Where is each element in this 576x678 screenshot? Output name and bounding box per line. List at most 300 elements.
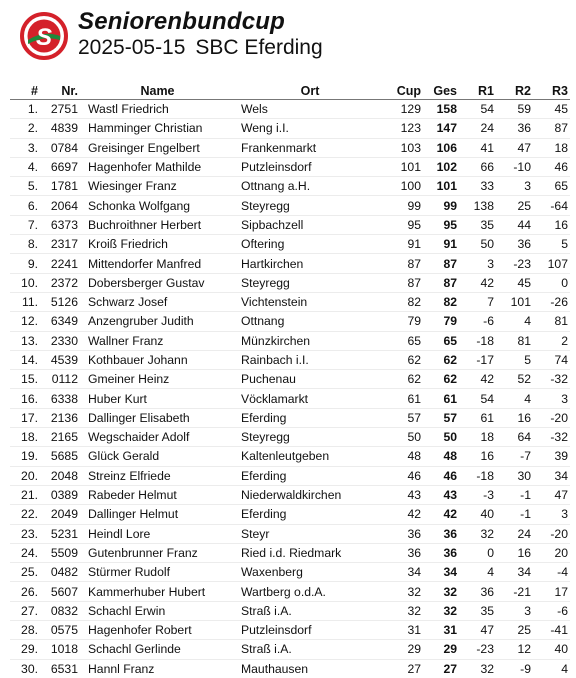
cell-nr: 6338 (40, 389, 80, 408)
cell-nr: 2317 (40, 235, 80, 254)
cell-r2: -7 (496, 447, 533, 466)
table-row (10, 428, 570, 447)
cell-r1: 32 (480, 661, 494, 676)
column-header-cup: Cup (385, 82, 423, 100)
header (0, 0, 576, 78)
cell-cup: 99 (385, 196, 423, 215)
cell-r1: 66 (459, 157, 496, 176)
cell-r1: 61 (459, 408, 496, 427)
cell-rank: 11. (10, 292, 40, 311)
table-row (10, 524, 570, 543)
cell-r1: 4 (459, 563, 496, 582)
cell-ges: 31 (423, 621, 459, 640)
cell-name: Hannl Franz (88, 661, 155, 676)
cell-ges: 95 (423, 215, 459, 234)
cell-name: Gmeiner Heinz (80, 370, 235, 389)
cell-r2: 36 (496, 119, 533, 138)
cell-name: Wallner Franz (80, 331, 235, 350)
cell-cup: 87 (385, 254, 423, 273)
cell-r1: 35 (459, 215, 496, 234)
cell-nr: 1781 (40, 177, 80, 196)
cell-cup: 62 (385, 370, 423, 389)
cell-r2: 25 (496, 196, 533, 215)
cell-nr: 2165 (40, 428, 80, 447)
cell-nr: 0575 (40, 621, 80, 640)
table-row (10, 100, 570, 119)
table-row (10, 601, 570, 620)
table-row (10, 235, 570, 254)
cell-name: Stürmer Rudolf (80, 563, 235, 582)
cell-r3: 45 (533, 100, 570, 119)
cell-cup: 34 (385, 563, 423, 582)
table-row (10, 370, 570, 389)
cell-name: Huber Kurt (80, 389, 235, 408)
cell-rank: 15. (10, 370, 40, 389)
cell-cup: 87 (385, 273, 423, 292)
table-row (10, 659, 570, 678)
cell-rank: 23. (10, 524, 40, 543)
cell-r3: 2 (533, 331, 570, 350)
cell-ges: 158 (423, 100, 459, 119)
cell-r1: -3 (459, 485, 496, 504)
cell-nr: 6349 (40, 312, 80, 331)
cell-cup: 57 (385, 408, 423, 427)
cell-r3: 18 (533, 138, 570, 157)
cell-r3: 17 (533, 582, 570, 601)
cell-r1: 7 (459, 292, 496, 311)
cell-ges: 106 (423, 138, 459, 157)
column-header-r3: R3 (533, 82, 570, 100)
cell-ges: 50 (423, 428, 459, 447)
cell-r3: 40 (533, 640, 570, 659)
cell-name: Schwarz Josef (80, 292, 235, 311)
cell-ort: Puchenau (235, 370, 385, 389)
cell-r2: -23 (496, 254, 533, 273)
cell-r1: 35 (459, 601, 496, 620)
cell-r2: 3 (496, 177, 533, 196)
cell-rank: 13. (10, 331, 40, 350)
cell-ges: 82 (423, 292, 459, 311)
cell-ort: Vichtenstein (235, 292, 385, 311)
table-row (10, 196, 570, 215)
cell-ges: 46 (423, 466, 459, 485)
cell-cup: 48 (385, 447, 423, 466)
cell-name: Dallinger Elisabeth (80, 408, 235, 427)
cell-ort: Putzleinsdorf (235, 621, 385, 640)
table-row (10, 621, 570, 640)
cell-ges: 42 (423, 505, 459, 524)
cell-r3: -32 (533, 370, 570, 389)
cell-rank: 8. (10, 235, 40, 254)
cell-cup: 62 (385, 350, 423, 369)
event-venue: SBC Eferding (195, 36, 323, 59)
cell-r2: -10 (496, 157, 533, 176)
table-header-row (10, 82, 570, 100)
cell-r1: 41 (459, 138, 496, 157)
cell-rank: 19. (10, 447, 40, 466)
cell-r2: 36 (496, 235, 533, 254)
cell-r1: 50 (459, 235, 496, 254)
cell-nr: 2064 (40, 196, 80, 215)
cell-ges: 102 (423, 157, 459, 176)
cell-r2: -1 (496, 505, 533, 524)
cell-ort: Wels (235, 100, 385, 119)
cell-cup: 82 (385, 292, 423, 311)
cell-r3: 0 (533, 273, 570, 292)
cell-name: Buchroithner Herbert (80, 215, 235, 234)
cell-ort: Steyregg (235, 196, 385, 215)
cell-r2: 47 (496, 138, 533, 157)
cell-nr: 6531 (50, 661, 78, 676)
cell-rank: 6. (10, 196, 40, 215)
cell-cup: 31 (385, 621, 423, 640)
cell-name: Anzengruber Judith (80, 312, 235, 331)
cell-r1: -17 (459, 350, 496, 369)
cell-rank: 9. (10, 254, 40, 273)
table-row (10, 157, 570, 176)
cell-name: Rabeder Helmut (80, 485, 235, 504)
cell-rank: 1. (10, 100, 40, 119)
table-row (10, 408, 570, 427)
cell-cup: 32 (385, 601, 423, 620)
cell-nr: 5231 (40, 524, 80, 543)
cell-r2: -9 (520, 661, 531, 676)
cell-ort: Vöcklamarkt (235, 389, 385, 408)
cell-nr: 0389 (40, 485, 80, 504)
cell-rank: 24. (10, 543, 40, 562)
cell-cup: 95 (385, 215, 423, 234)
table-row (10, 119, 570, 138)
cell-name: Mittendorfer Manfred (80, 254, 235, 273)
cell-rank: 22. (10, 505, 40, 524)
cell-cup: 129 (385, 100, 423, 119)
cell-rank: 20. (10, 466, 40, 485)
cell-ort: Ottnang a.H. (235, 177, 385, 196)
cell-r3: 5 (533, 235, 570, 254)
column-header-name: Name (80, 82, 235, 100)
cell-cup: 42 (385, 505, 423, 524)
cell-name: Wegschaider Adolf (80, 428, 235, 447)
cell-nr: 0482 (40, 563, 80, 582)
cell-rank: 28. (10, 621, 40, 640)
cell-r1: 47 (459, 621, 496, 640)
cell-nr: 2372 (40, 273, 80, 292)
cell-nr: 1018 (40, 640, 80, 659)
cell-ges: 87 (423, 254, 459, 273)
logo-letter: S (35, 24, 53, 51)
cell-rank: 14. (10, 350, 40, 369)
cell-rank: 16. (10, 389, 40, 408)
cell-ges: 57 (423, 408, 459, 427)
cell-ges: 29 (423, 640, 459, 659)
cell-cup: 61 (385, 389, 423, 408)
cell-name: Hagenhofer Mathilde (80, 157, 235, 176)
cell-ges: 87 (423, 273, 459, 292)
cell-ort: Steyregg (235, 428, 385, 447)
table-row (10, 447, 570, 466)
cell-name: Dobersberger Gustav (80, 273, 235, 292)
cell-ges: 147 (423, 119, 459, 138)
cell-name: Hamminger Christian (80, 119, 235, 138)
table-row (10, 292, 570, 311)
cell-r3: -6 (533, 601, 570, 620)
cell-ort: Steyr (235, 524, 385, 543)
cell-cup: 91 (385, 235, 423, 254)
cell-r3: 81 (533, 312, 570, 331)
event-date: 2025-05-15 (78, 36, 186, 59)
cell-r2: -1 (496, 485, 533, 504)
column-header-ges: Ges (423, 82, 459, 100)
table-row (10, 640, 570, 659)
cell-nr: 2330 (40, 331, 80, 350)
cell-name: Heindl Lore (80, 524, 235, 543)
cell-name: Kroiß Friedrich (80, 235, 235, 254)
cell-nr: 2136 (40, 408, 80, 427)
cell-nr: 4539 (40, 350, 80, 369)
table-row (10, 582, 570, 601)
cell-r2: 45 (496, 273, 533, 292)
cell-r2: -21 (496, 582, 533, 601)
cell-ort: Putzleinsdorf (235, 157, 385, 176)
cell-r3: 34 (533, 466, 570, 485)
cell-r2: 64 (496, 428, 533, 447)
cell-r2: 4 (496, 389, 533, 408)
cell-ges: 99 (423, 196, 459, 215)
cell-ort: Eferding (235, 505, 385, 524)
cell-r2: 5 (496, 350, 533, 369)
cell-name: Wiesinger Franz (80, 177, 235, 196)
cell-ort: Rainbach i.I. (235, 350, 385, 369)
cell-ort: Frankenmarkt (235, 138, 385, 157)
cell-rank: 2. (10, 119, 40, 138)
column-header-r1: R1 (459, 82, 496, 100)
cell-ges: 62 (423, 350, 459, 369)
cell-ges: 34 (423, 563, 459, 582)
cell-r2: 34 (496, 563, 533, 582)
cell-cup: 36 (385, 543, 423, 562)
cell-ges: 32 (423, 582, 459, 601)
cell-nr: 6697 (40, 157, 80, 176)
cell-ges: 62 (423, 370, 459, 389)
cell-r1: 40 (459, 505, 496, 524)
cell-rank: 30. (21, 661, 38, 676)
cell-rank: 3. (10, 138, 40, 157)
cell-r2: 16 (496, 408, 533, 427)
cell-nr: 2241 (40, 254, 80, 273)
cell-r3: -4 (533, 563, 570, 582)
cell-name: Streinz Elfriede (80, 466, 235, 485)
cell-r2: 4 (496, 312, 533, 331)
cell-ort: Hartkirchen (235, 254, 385, 273)
cell-nr: 0784 (40, 138, 80, 157)
cell-r2: 30 (496, 466, 533, 485)
table-row (10, 331, 570, 350)
cell-r3: 16 (533, 215, 570, 234)
cell-ort: Steyregg (235, 273, 385, 292)
cell-cup: 100 (385, 177, 423, 196)
table-row (10, 466, 570, 485)
cell-r3: 74 (533, 350, 570, 369)
cell-ges: 61 (423, 389, 459, 408)
cell-rank: 5. (10, 177, 40, 196)
cell-ort: Ried i.d. Riedmark (235, 543, 385, 562)
cell-rank: 27. (10, 601, 40, 620)
cell-r1: 3 (459, 254, 496, 273)
cell-r3: 3 (533, 505, 570, 524)
cell-nr: 0832 (40, 601, 80, 620)
cell-nr: 2048 (40, 466, 80, 485)
cell-r1: 0 (459, 543, 496, 562)
cell-name: Schonka Wolfgang (80, 196, 235, 215)
cell-r2: 81 (496, 331, 533, 350)
cell-ges: 27 (443, 661, 457, 676)
cell-r2: 44 (496, 215, 533, 234)
cell-ort: Ottnang (235, 312, 385, 331)
cell-nr: 6373 (40, 215, 80, 234)
table-row (10, 389, 570, 408)
cell-nr: 5685 (40, 447, 80, 466)
cell-rank: 26. (10, 582, 40, 601)
cell-rank: 7. (10, 215, 40, 234)
cell-cup: 36 (385, 524, 423, 543)
cell-r2: 12 (496, 640, 533, 659)
column-header-r2: R2 (496, 82, 533, 100)
cell-cup: 43 (385, 485, 423, 504)
cell-cup: 32 (385, 582, 423, 601)
cell-cup: 29 (385, 640, 423, 659)
cell-r3: 4 (561, 661, 568, 676)
cell-name: Dallinger Helmut (80, 505, 235, 524)
cell-r3: -20 (533, 524, 570, 543)
cell-rank: 18. (10, 428, 40, 447)
cell-name: Schachl Gerlinde (80, 640, 235, 659)
cell-ort: Weng i.I. (235, 119, 385, 138)
cell-ges: 91 (423, 235, 459, 254)
cell-r1: 54 (459, 389, 496, 408)
table-row (10, 505, 570, 524)
cell-ges: 36 (423, 543, 459, 562)
table-row (10, 543, 570, 562)
cell-r1: 54 (459, 100, 496, 119)
cell-name: Schachl Erwin (80, 601, 235, 620)
cell-name: Wastl Friedrich (80, 100, 235, 119)
table-row (10, 254, 570, 273)
cell-ges: 65 (423, 331, 459, 350)
cell-rank: 10. (10, 273, 40, 292)
table-row (10, 350, 570, 369)
event-subtitle (78, 36, 323, 60)
cell-ort: Sipbachzell (235, 215, 385, 234)
cell-r2: 101 (496, 292, 533, 311)
cell-r1: -23 (459, 640, 496, 659)
cell-cup: 79 (385, 312, 423, 331)
cell-nr: 5607 (40, 582, 80, 601)
cell-name: Hagenhofer Robert (80, 621, 235, 640)
cell-r1: 16 (459, 447, 496, 466)
cell-r2: 3 (496, 601, 533, 620)
seniorenbund-logo (20, 12, 68, 60)
cell-cup: 27 (407, 661, 421, 676)
cell-nr: 2049 (40, 505, 80, 524)
table-row (10, 485, 570, 504)
cell-r3: 3 (533, 389, 570, 408)
cell-r3: 20 (533, 543, 570, 562)
cell-ort: Wartberg o.d.A. (235, 582, 385, 601)
cell-r1: 32 (459, 524, 496, 543)
cell-r3: 65 (533, 177, 570, 196)
cell-r3: 87 (533, 119, 570, 138)
table-row (10, 177, 570, 196)
cell-r3: 107 (533, 254, 570, 273)
cell-r1: 42 (459, 370, 496, 389)
table-row (10, 563, 570, 582)
cell-ort: Oftering (235, 235, 385, 254)
cell-cup: 46 (385, 466, 423, 485)
cell-r3: -64 (533, 196, 570, 215)
column-header-nr: Nr. (40, 82, 80, 100)
cell-cup: 103 (385, 138, 423, 157)
cell-ort: Waxenberg (235, 563, 385, 582)
cell-rank: 12. (10, 312, 40, 331)
cell-name: Greisinger Engelbert (80, 138, 235, 157)
cell-r1: -18 (459, 466, 496, 485)
cell-ort: Eferding (235, 408, 385, 427)
cell-ort: Eferding (235, 466, 385, 485)
cell-ort: Mauthausen (241, 661, 309, 676)
cell-r3: 39 (533, 447, 570, 466)
cell-ges: 36 (423, 524, 459, 543)
column-header-rank: # (10, 82, 40, 100)
cell-cup: 101 (385, 157, 423, 176)
cell-r1: 33 (459, 177, 496, 196)
cell-r2: 25 (496, 621, 533, 640)
cell-r2: 24 (496, 524, 533, 543)
cell-r2: 52 (496, 370, 533, 389)
table-row (10, 215, 570, 234)
cell-ort: Münzkirchen (235, 331, 385, 350)
table-row (10, 273, 570, 292)
cell-r1: 18 (459, 428, 496, 447)
cell-ges: 79 (423, 312, 459, 331)
cell-cup: 50 (385, 428, 423, 447)
column-header-ort: Ort (235, 82, 385, 100)
cell-rank: 25. (10, 563, 40, 582)
cell-nr: 4839 (40, 119, 80, 138)
cell-r3: 46 (533, 157, 570, 176)
cell-r1: 138 (459, 196, 496, 215)
cell-ges: 32 (423, 601, 459, 620)
cell-ort: Kaltenleutgeben (235, 447, 385, 466)
cell-r3: -20 (533, 408, 570, 427)
table-row (10, 312, 570, 331)
cell-name: Kammerhuber Hubert (80, 582, 235, 601)
cell-r3: -41 (533, 621, 570, 640)
cell-rank: 21. (10, 485, 40, 504)
cell-r2: 16 (496, 543, 533, 562)
cell-r3: 47 (533, 485, 570, 504)
cell-name: Glück Gerald (80, 447, 235, 466)
cell-name: Gutenbrunner Franz (80, 543, 235, 562)
cell-nr: 0112 (40, 370, 80, 389)
cell-r1: 36 (459, 582, 496, 601)
cell-rank: 17. (10, 408, 40, 427)
cell-rank: 4. (10, 157, 40, 176)
cell-ort: Straß i.A. (235, 601, 385, 620)
cell-cup: 65 (385, 331, 423, 350)
cell-ort: Niederwaldkirchen (235, 485, 385, 504)
cell-nr: 5509 (40, 543, 80, 562)
cell-name: Kothbauer Johann (80, 350, 235, 369)
